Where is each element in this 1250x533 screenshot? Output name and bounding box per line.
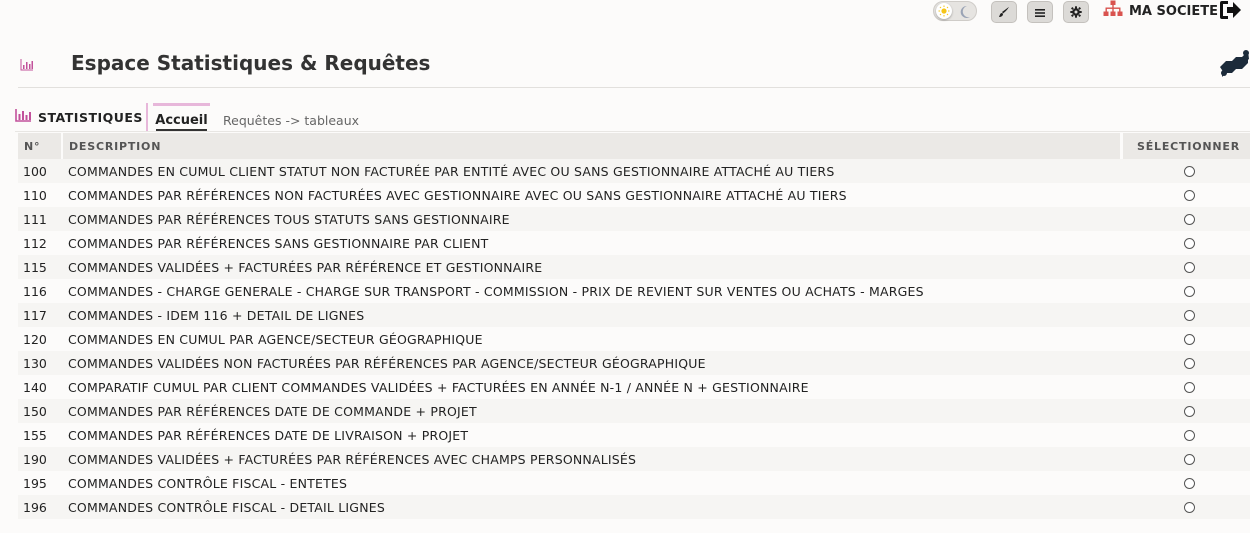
row-description: COMMANDES PAR RÉFÉRENCES NON FACTURÉES AVEC GESTIONNAIRE AVEC OU SANS GESTIONNAIRE ATTACHÉ AU TIERS	[68, 187, 847, 203]
row-number: 115	[23, 259, 47, 275]
row-description: COMMANDES VALIDÉES + FACTURÉES PAR RÉFÉRENCE ET GESTIONNAIRE	[68, 259, 543, 275]
select-radio[interactable]	[1184, 190, 1195, 201]
select-radio[interactable]	[1184, 406, 1195, 417]
tab-statistiques-label: STATISTIQUES	[38, 109, 143, 125]
bar-chart-icon	[20, 56, 34, 75]
row-description: COMMANDES EN CUMUL PAR AGENCE/SECTEUR GÉOGRAPHIQUE	[68, 331, 483, 347]
row-select-cell	[1120, 430, 1250, 441]
row-select-cell	[1120, 454, 1250, 465]
table-row[interactable]	[18, 159, 1250, 183]
moon-icon	[959, 4, 971, 23]
select-radio[interactable]	[1184, 166, 1195, 177]
row-select-cell	[1120, 382, 1250, 393]
sun-icon	[936, 3, 952, 19]
column-header-num[interactable]: N°	[18, 133, 61, 159]
row-select-cell	[1120, 502, 1250, 513]
row-description: COMMANDES VALIDÉES NON FACTURÉES PAR RÉFÉRENCES PAR AGENCE/SECTEUR GÉOGRAPHIQUE	[68, 355, 706, 371]
tab-accueil-label: Accueil	[155, 113, 208, 128]
brush-icon	[998, 3, 1010, 22]
row-number: 195	[23, 475, 47, 491]
table-row[interactable]	[18, 375, 1250, 399]
company-name: MA SOCIETE	[1129, 3, 1218, 19]
row-description: COMMANDES EN CUMUL CLIENT STATUT NON FACTURÉE PAR ENTITÉ AVEC OU SANS GESTIONNAIRE ATTACHÉ AU TIERS	[68, 163, 835, 179]
row-description: COMMANDES VALIDÉES + FACTURÉES PAR RÉFÉRENCES AVEC CHAMPS PERSONNALISÉS	[68, 451, 637, 467]
select-radio[interactable]	[1184, 262, 1195, 273]
row-number: 112	[23, 235, 47, 251]
settings-button[interactable]	[1063, 1, 1089, 23]
select-radio[interactable]	[1184, 214, 1195, 225]
row-number: 120	[23, 331, 47, 347]
row-number: 116	[23, 283, 47, 299]
bar-chart-icon	[15, 109, 32, 125]
tab-requetes-tableaux[interactable]: Requêtes -> tableaux	[223, 113, 360, 128]
statistics-table	[18, 133, 1250, 519]
table-row[interactable]	[18, 255, 1250, 279]
menu-icon	[1034, 3, 1046, 22]
theme-toggle[interactable]	[933, 1, 977, 21]
top-toolbar	[0, 0, 1250, 26]
row-description: COMMANDES PAR RÉFÉRENCES DATE DE COMMANDE + PROJET	[68, 403, 477, 419]
select-radio[interactable]	[1184, 502, 1195, 513]
menu-button[interactable]	[1027, 1, 1053, 23]
row-number: 190	[23, 451, 47, 467]
brush-button[interactable]	[991, 1, 1017, 23]
table-row[interactable]	[18, 183, 1250, 207]
hands-icon[interactable]	[1218, 49, 1250, 81]
row-number: 150	[23, 403, 47, 419]
table-row[interactable]	[18, 495, 1250, 519]
row-number: 117	[23, 307, 47, 323]
table-row[interactable]	[18, 279, 1250, 303]
page-title: Espace Statistiques & Requêtes	[71, 51, 431, 75]
tab-separator	[146, 103, 148, 131]
row-description: COMMANDES - CHARGE GENERALE - CHARGE SUR TRANSPORT - COMMISSION - PRIX DE REVIENT SUR VENTES OU ACHATS - MARGES	[68, 283, 924, 299]
select-radio[interactable]	[1184, 286, 1195, 297]
row-select-cell	[1120, 166, 1250, 177]
row-select-cell	[1120, 238, 1250, 249]
row-select-cell	[1120, 214, 1250, 225]
select-radio[interactable]	[1184, 382, 1195, 393]
table-row[interactable]	[18, 399, 1250, 423]
row-select-cell	[1120, 310, 1250, 321]
tab-bar	[15, 103, 1250, 132]
row-select-cell	[1120, 286, 1250, 297]
tab-accueil[interactable]	[153, 103, 210, 129]
table-row[interactable]	[18, 207, 1250, 231]
table-row[interactable]	[18, 327, 1250, 351]
row-number: 111	[23, 211, 47, 227]
row-number: 110	[23, 187, 47, 203]
row-description: COMMANDES PAR RÉFÉRENCES DATE DE LIVRAISON + PROJET	[68, 427, 469, 443]
table-row[interactable]	[18, 423, 1250, 447]
row-number: 100	[23, 163, 47, 179]
row-description: COMMANDES PAR RÉFÉRENCES SANS GESTIONNAIRE PAR CLIENT	[68, 235, 489, 251]
gear-icon	[1070, 3, 1082, 22]
org-chart-icon	[1103, 0, 1123, 22]
table-row[interactable]	[18, 471, 1250, 495]
column-header-select: SÉLECTIONNER	[1123, 133, 1250, 159]
column-header-description[interactable]: DESCRIPTION	[63, 133, 1120, 159]
select-radio[interactable]	[1184, 334, 1195, 345]
select-radio[interactable]	[1184, 430, 1195, 441]
table-row[interactable]	[18, 231, 1250, 255]
table-row[interactable]	[18, 447, 1250, 471]
row-description: COMMANDES CONTRÔLE FISCAL - DETAIL LIGNES	[68, 499, 385, 515]
select-radio[interactable]	[1184, 358, 1195, 369]
table-header	[18, 133, 1250, 159]
row-description: COMMANDES PAR RÉFÉRENCES TOUS STATUTS SANS GESTIONNAIRE	[68, 211, 510, 227]
row-select-cell	[1120, 334, 1250, 345]
select-radio[interactable]	[1184, 238, 1195, 249]
row-description: COMPARATIF CUMUL PAR CLIENT COMMANDES VALIDÉES + FACTURÉES EN ANNÉE N-1 / ANNÉE N + GESTIONNAIRE	[68, 379, 809, 395]
table-row[interactable]	[18, 303, 1250, 327]
row-number: 130	[23, 355, 47, 371]
page-header	[18, 44, 1250, 88]
row-select-cell	[1120, 478, 1250, 489]
select-radio[interactable]	[1184, 310, 1195, 321]
table-row[interactable]	[18, 351, 1250, 375]
row-select-cell	[1120, 262, 1250, 273]
logout-icon	[1218, 5, 1242, 24]
company-selector[interactable]	[1103, 1, 1218, 21]
row-description: COMMANDES - IDEM 116 + DETAIL DE LIGNES	[68, 307, 365, 323]
row-select-cell	[1120, 190, 1250, 201]
select-radio[interactable]	[1184, 478, 1195, 489]
select-radio[interactable]	[1184, 454, 1195, 465]
row-select-cell	[1120, 406, 1250, 417]
row-description: COMMANDES CONTRÔLE FISCAL - ENTETES	[68, 475, 348, 491]
row-number: 155	[23, 427, 47, 443]
row-number: 196	[23, 499, 47, 515]
logout-button[interactable]	[1218, 0, 1242, 24]
row-number: 140	[23, 379, 47, 395]
tab-statistiques[interactable]	[15, 109, 143, 125]
table-body	[18, 159, 1250, 519]
row-select-cell	[1120, 358, 1250, 369]
